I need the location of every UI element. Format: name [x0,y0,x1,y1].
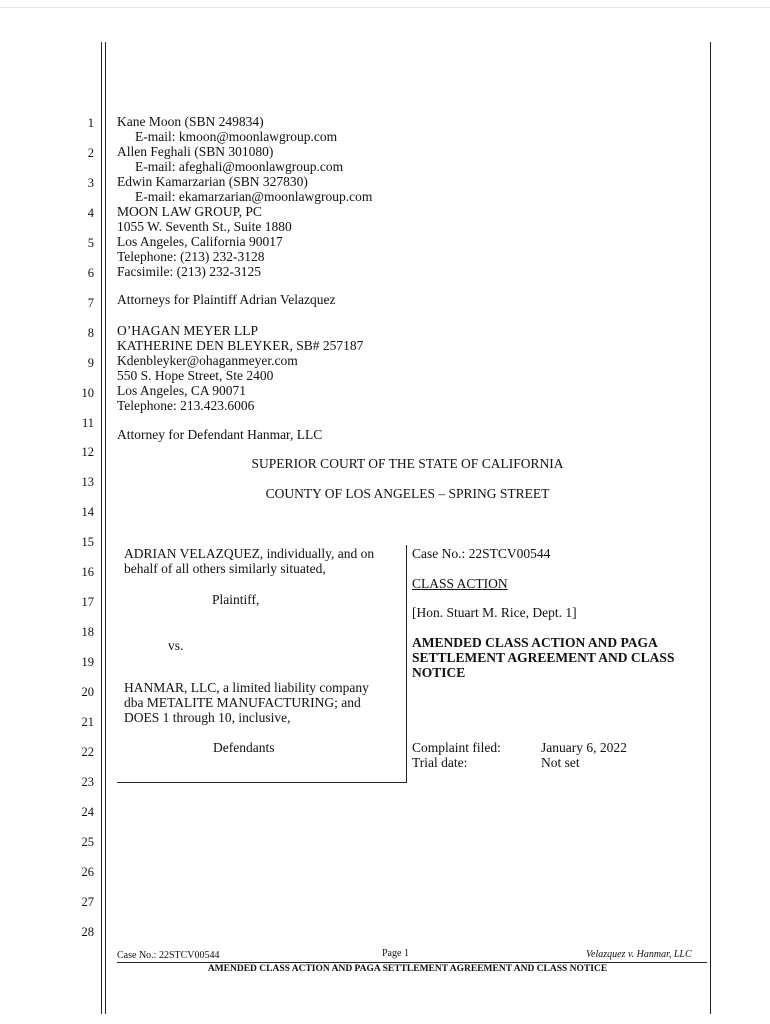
line-number: 25 [81,835,94,849]
document-title-line: SETTLEMENT AGREEMENT AND CLASS [412,650,675,665]
counsel-line: Facsimile: (213) 232-3125 [117,264,261,279]
line-number: 20 [81,685,94,699]
line-number: 19 [81,655,94,669]
counsel-line: KATHERINE DEN BLEYKER, SB# 257187 [117,338,364,353]
right-margin-line [710,42,711,1014]
judge-assignment: [Hon. Stuart M. Rice, Dept. 1] [412,605,577,620]
counsel-line: O’HAGAN MEYER LLP [117,323,258,338]
case-number: Case No.: 22STCV00544 [412,546,551,561]
left-margin-line-1 [101,42,102,1014]
line-number: 2 [87,146,94,160]
counsel-line: MOON LAW GROUP, PC [117,204,262,219]
counsel-line: Kdenbleyker@ohaganmeyer.com [117,353,298,368]
plaintiff-name-line: behalf of all others similarly situated, [124,561,326,576]
counsel-line: Allen Feghali (SBN 301080) [117,144,274,159]
counsel-line: 550 S. Hope Street, Ste 2400 [117,368,274,383]
line-number: 8 [87,326,94,340]
counsel-line: 1055 W. Seventh St., Suite 1880 [117,219,292,234]
caption-divider [406,545,407,783]
left-margin-line-2 [105,42,106,1014]
caption-bottom-line [117,782,407,783]
line-number: 6 [87,266,94,280]
footer-rule [117,962,707,963]
counsel-line: Los Angeles, CA 90071 [117,383,247,398]
attorney-for-defendant: Attorney for Defendant Hanmar, LLC [117,427,323,442]
court-name: SUPERIOR COURT OF THE STATE OF CALIFORNIA [251,456,564,471]
line-number: 9 [87,356,94,370]
trial-date-value: Not set [541,755,580,770]
defendants-label: Defendants [213,740,275,755]
counsel-line: E-mail: kmoon@moonlawgroup.com [135,129,338,144]
document-title-line: NOTICE [412,665,466,680]
footer-page-number: Page 1 [382,948,409,959]
footer-case-number: Case No.: 22STCV00544 [117,950,220,961]
court-county: COUNTY OF LOS ANGELES – SPRING STREET [265,486,550,501]
counsel-line: Telephone: (213) 232-3128 [117,249,265,264]
line-number: 21 [81,715,94,729]
line-number: 10 [81,386,94,400]
trial-date-label: Trial date: [412,755,468,770]
line-number: 13 [81,475,94,489]
line-number: 14 [81,505,94,519]
defendant-name-line: dba METALITE MANUFACTURING; and [124,695,361,710]
line-number: 11 [81,416,94,430]
counsel-line: Edwin Kamarzarian (SBN 327830) [117,174,308,189]
complaint-filed-label: Complaint filed: [412,740,501,755]
footer-short-title: Velazquez v. Hanmar, LLC [586,949,692,960]
versus: vs. [168,638,184,653]
attorneys-for-plaintiff: Attorneys for Plaintiff Adrian Velazquez [117,292,336,307]
line-number: 24 [81,805,94,819]
line-number: 5 [87,236,94,250]
line-number: 17 [81,595,94,609]
line-number: 22 [81,745,94,759]
line-number: 4 [87,206,94,220]
counsel-line: E-mail: afeghali@moonlawgroup.com [135,159,344,174]
line-number: 7 [87,296,94,310]
counsel-line: Telephone: 213.423.6006 [117,398,255,413]
line-number: 28 [81,925,94,939]
counsel-line: Kane Moon (SBN 249834) [117,114,264,129]
class-action-label: CLASS ACTION [412,576,508,591]
line-number: 23 [81,775,94,789]
line-number: 1 [87,116,94,130]
scan-edge [0,7,770,8]
document-title-line: AMENDED CLASS ACTION AND PAGA [412,635,658,650]
counsel-line: E-mail: ekamarzarian@moonlawgroup.com [135,189,373,204]
plaintiff-label: Plaintiff, [212,592,260,607]
plaintiff-name-line: ADRIAN VELAZQUEZ, individually, and on [124,546,375,561]
defendant-name-line: HANMAR, LLC, a limited liability company [124,680,369,695]
line-number: 3 [87,176,94,190]
footer-document-title: AMENDED CLASS ACTION AND PAGA SETTLEMENT AGREEMENT AND CLASS NOTICE [207,964,608,974]
defendant-name-line: DOES 1 through 10, inclusive, [124,710,291,725]
line-number: 18 [81,625,94,639]
line-number: 27 [81,895,94,909]
line-number: 15 [81,535,94,549]
line-number: 12 [81,445,94,459]
counsel-line: Los Angeles, California 90017 [117,234,283,249]
line-number: 26 [81,865,94,879]
complaint-filed-value: January 6, 2022 [541,740,627,755]
line-number: 16 [81,565,94,579]
